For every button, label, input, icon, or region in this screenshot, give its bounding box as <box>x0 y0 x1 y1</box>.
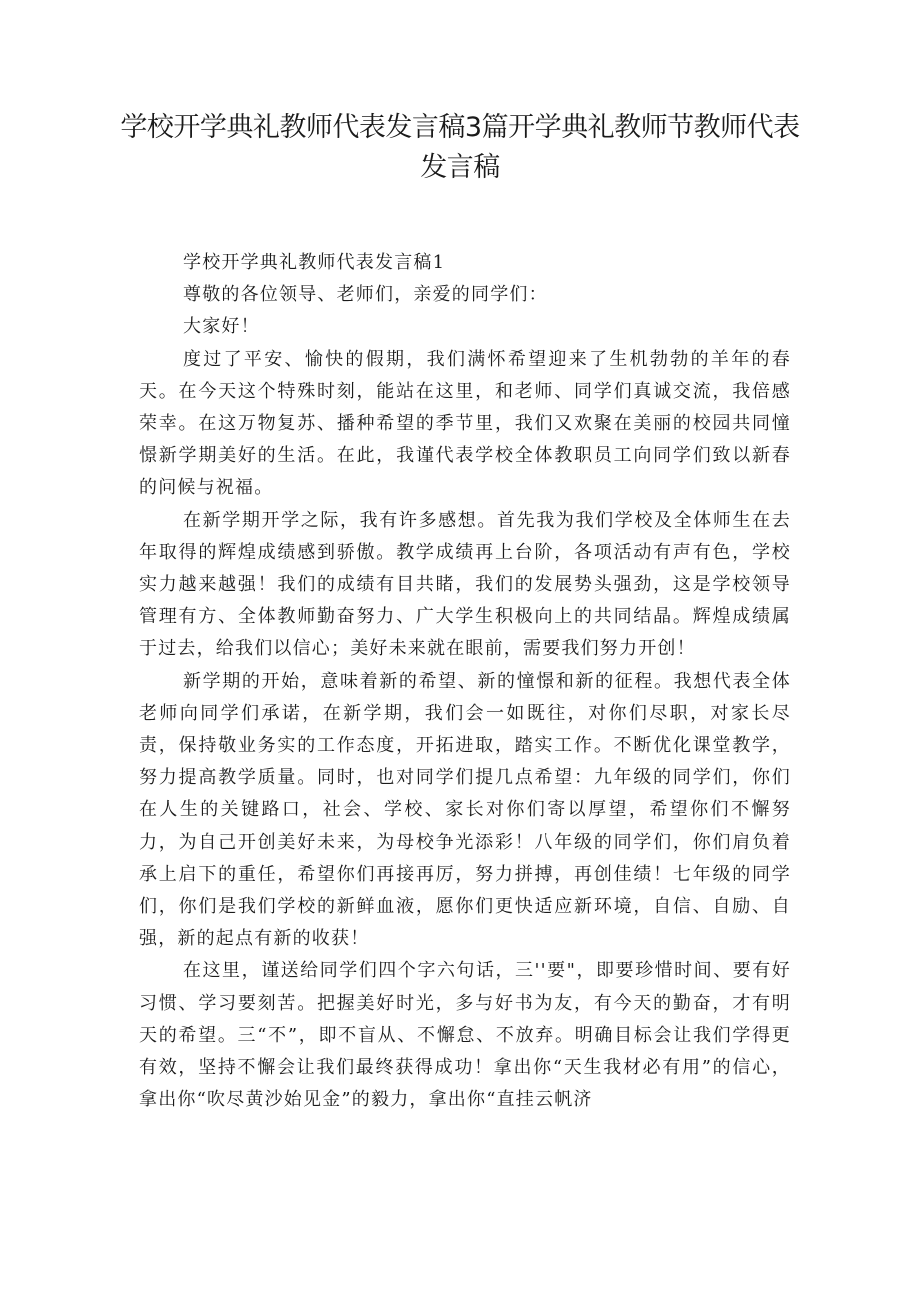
salutation: 尊敬的各位领导、老师们，亲爱的同学们： <box>183 284 548 306</box>
document-title: 学校开学典礼教师代表发言稿3篇开学典礼教师节教师代表发言稿 <box>120 112 800 183</box>
greeting: 大家好！ <box>183 316 260 338</box>
document-body <box>139 247 791 1116</box>
body-paragraph: 在这里，谨送给同学们四个字六句话，三''要"，即要珍惜时间、要有好习惯、学习要刻苦。把握美好时光，多与好书为友，有今天的勤奋，才有明天的希望。三“不”，即不盲从、不懈怠、不放弃。明确目标会让我们学得更有效，坚持不懈会让我们最终获得成功！拿出你“天生我材必有用”的信心，拿出你“吹尽黄沙始见金”的毅力，拿出你“直挂云帆济 <box>139 960 791 1111</box>
body-paragraph: 度过了平安、愉快的假期，我们满怀希望迎来了生机勃勃的羊年的春天。在今天这个特殊时刻，能站在这里，和老师、同学们真诚交流，我倍感荣幸。在这万物复苏、播种希望的季节里，我们又欢聚在美丽的校园共同憧憬新学期美好的生活。在此，我谨代表学校全体教职员工向同学们致以新春的问候与祝福。 <box>139 348 791 499</box>
body-paragraph: 新学期的开始，意味着新的希望、新的憧憬和新的征程。我想代表全体老师向同学们承诺，在新学期，我们会一如既往，对你们尽职，对家长尽责，保持敬业务实的工作态度，开拓进取，踏实工作。不断优化课堂教学，努力提高教学质量。同时，也对同学们提几点希望：九年级的同学们，你们在人生的关键路口，社会、学校、家长对你们寄以厚望，希望你们不懈努力，为自己开创美好未来，为母校争光添彩！八年级的同学们，你们肩负着承上启下的重任，希望你们再接再厉，努力拼搏，再创佳绩！七年级的同学们，你们是我们学校的新鲜血液，愿你们更快适应新环境，自信、自励、自强，新的起点有新的收获！ <box>139 670 791 950</box>
section-heading: 学校开学典礼教师代表发言稿1 <box>183 252 446 273</box>
body-paragraph: 在新学期开学之际，我有许多感想。首先我为我们学校及全体师生在去年取得的辉煌成绩感到骄傲。教学成绩再上台阶，各项活动有声有色，学校实力越来越强！我们的成绩有目共睹，我们的发展势头强劲，这是学校领导管理有方、全体教师勤奋努力、广大学生积极向上的共同结晶。辉煌成绩属于过去，给我们以信心；美好未来就在眼前，需要我们努力开创！ <box>139 509 791 660</box>
